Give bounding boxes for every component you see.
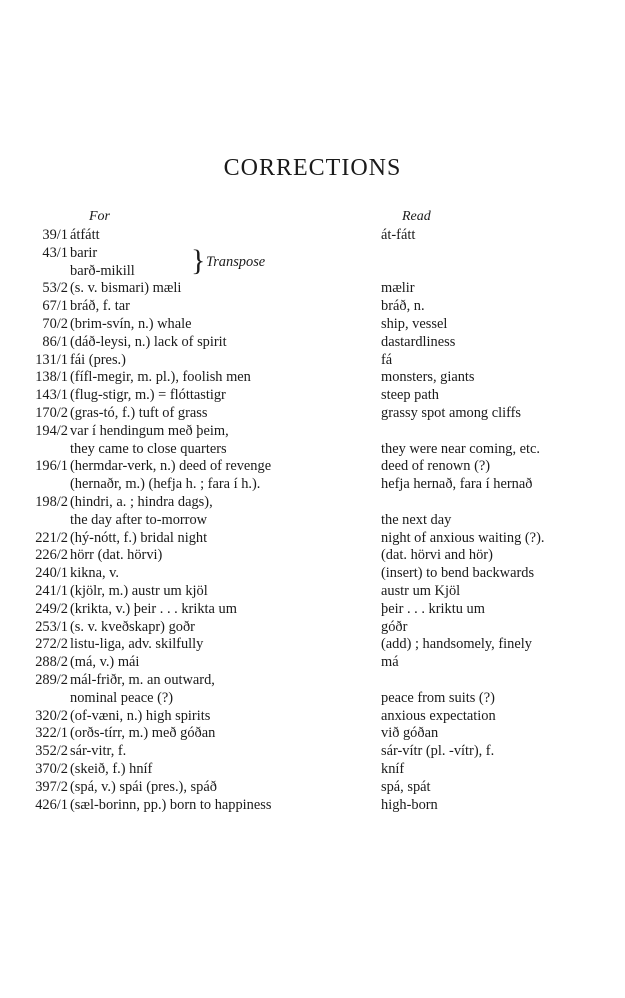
correction-row (0, 458, 625, 476)
correction-read: má (381, 654, 399, 671)
transpose-brace: } (191, 244, 206, 277)
correction-for: the day after to-morrow (70, 511, 208, 528)
correction-row (0, 743, 625, 761)
correction-read: high-born (381, 796, 438, 813)
correction-for: (hermdar-verk, n.) deed of revenge (70, 458, 272, 475)
correction-for: nominal peace (?) (70, 689, 174, 706)
correction-read: við góðan (381, 725, 439, 742)
correction-for: barð-mikill (70, 262, 135, 279)
correction-for: mál-friðr, m. an outward, (70, 671, 215, 688)
correction-row (0, 619, 625, 637)
correction-row (0, 441, 625, 459)
correction-for: (kjölr, m.) austr um kjöl (70, 582, 208, 599)
correction-read: ship, vessel (381, 315, 448, 332)
correction-read: góðr (381, 618, 408, 635)
correction-read: deed of renown (?) (381, 458, 491, 475)
correction-num: 43/1 (42, 244, 68, 261)
correction-for: bráð, f. tar (70, 298, 130, 315)
correction-for: sár-vitr, f. (70, 743, 127, 760)
correction-row (0, 405, 625, 423)
correction-row (0, 672, 625, 690)
correction-num: 322/1 (35, 725, 68, 742)
correction-row (0, 725, 625, 743)
correction-num: 253/1 (35, 618, 68, 635)
correction-for: (flug-stigr, m.) = flóttastigr (70, 387, 226, 404)
correction-num: 131/1 (35, 351, 68, 368)
correction-read: mælir (381, 280, 415, 297)
correction-for: (dáð-leysi, n.) lack of spirit (70, 333, 227, 350)
correction-num: 240/1 (35, 565, 68, 582)
correction-num: 370/2 (35, 760, 68, 777)
correction-read: austr um Kjöl (381, 582, 461, 599)
correction-for: átfátt (70, 227, 100, 243)
correction-row (0, 530, 625, 548)
correction-row (0, 797, 625, 815)
correction-read: they were near coming, etc. (381, 440, 541, 457)
correction-row (0, 423, 625, 441)
page-title: CORRECTIONS (223, 155, 402, 181)
correction-num: 70/2 (42, 315, 68, 332)
correction-row (0, 227, 625, 245)
correction-read: (insert) to bend backwards (381, 565, 535, 582)
correction-for: (s. v. kveðskapr) goðr (70, 618, 195, 635)
correction-row (0, 298, 625, 316)
correction-read: night of anxious waiting (?). (381, 529, 545, 546)
correction-row (0, 779, 625, 797)
correction-for: (of-væni, n.) high spirits (70, 707, 211, 724)
correction-for: (hernaðr, m.) (hefja h. ; fara í h.). (70, 476, 261, 493)
correction-num: 426/1 (35, 796, 68, 813)
correction-read: hefja hernað, fara í hernað (381, 476, 533, 493)
correction-row (0, 654, 625, 672)
correction-num: 241/1 (35, 582, 68, 599)
correction-num: 288/2 (35, 654, 68, 671)
correction-read: þeir . . . kriktu um (381, 600, 485, 617)
correction-for: (hý-nótt, f.) bridal night (70, 529, 208, 546)
correction-num: 67/1 (42, 298, 68, 315)
corrections-list (0, 227, 625, 814)
correction-for: (sæl-borinn, pp.) born to happiness (70, 796, 272, 813)
correction-row (0, 387, 625, 405)
correction-for: (orðs-tírr, m.) með góðan (70, 725, 216, 742)
correction-for: hörr (dat. hörvi) (70, 547, 163, 564)
correction-num: 198/2 (35, 493, 68, 510)
correction-row (0, 334, 625, 352)
correction-read: spá, spát (381, 778, 431, 795)
correction-row (0, 263, 625, 281)
correction-row (0, 761, 625, 779)
correction-for: they came to close quarters (70, 440, 227, 457)
correction-num: 39/1 (42, 227, 68, 243)
correction-num: 138/1 (35, 369, 68, 386)
correction-num: 194/2 (35, 422, 68, 439)
correction-for: (brim-svín, n.) whale (70, 315, 192, 332)
correction-for: kikna, v. (70, 565, 120, 582)
correction-row (0, 690, 625, 708)
correction-num: 249/2 (35, 600, 68, 617)
correction-for: fái (pres.) (70, 351, 126, 368)
correction-read: peace from suits (?) (381, 689, 495, 706)
correction-read: dastardliness (381, 333, 456, 350)
correction-read: át-fátt (381, 227, 416, 243)
correction-row (0, 547, 625, 565)
correction-num: 86/1 (42, 333, 68, 350)
correction-read: fá (381, 351, 393, 368)
column-header-for: For (89, 209, 110, 224)
correction-read: the next day (381, 511, 452, 528)
correction-read: kníf (381, 760, 405, 777)
correction-num: 143/1 (35, 387, 68, 404)
correction-for: var í hendingum með þeim, (70, 422, 229, 439)
correction-num: 289/2 (35, 671, 68, 688)
correction-num: 352/2 (35, 743, 68, 760)
correction-num: 221/2 (35, 529, 68, 546)
correction-for: listu-liga, adv. skilfully (70, 636, 204, 653)
correction-row (0, 316, 625, 334)
correction-row (0, 708, 625, 726)
correction-for: barir (70, 244, 98, 261)
correction-read: bráð, n. (381, 298, 425, 315)
correction-for: (krikta, v.) þeir . . . krikta um (70, 600, 237, 617)
correction-read: anxious expectation (381, 707, 496, 724)
correction-read: sár-vítr (pl. -vítr), f. (381, 743, 495, 760)
correction-num: 170/2 (35, 404, 68, 421)
correction-num: 320/2 (35, 707, 68, 724)
column-header-read: Read (402, 209, 431, 224)
correction-read: (add) ; handsomely, finely (381, 636, 532, 653)
correction-read: grassy spot among cliffs (381, 404, 522, 421)
correction-num: 397/2 (35, 778, 68, 795)
correction-num: 196/1 (35, 458, 68, 475)
correction-for: (má, v.) mái (70, 654, 140, 671)
correction-row (0, 280, 625, 298)
correction-for: (hindri, a. ; hindra dags), (70, 493, 213, 510)
correction-for: (skeið, f.) hníf (70, 760, 153, 777)
correction-for: (spá, v.) spái (pres.), spáð (70, 778, 217, 795)
correction-read: monsters, giants (381, 369, 475, 386)
correction-read: (dat. hörvi and hör) (381, 547, 493, 564)
correction-row (0, 601, 625, 619)
correction-row (0, 476, 625, 494)
correction-row (0, 352, 625, 370)
correction-row (0, 494, 625, 512)
correction-read: steep path (381, 387, 439, 404)
correction-num: 272/2 (35, 636, 68, 653)
correction-row (0, 512, 625, 530)
correction-for: (fífl-megir, m. pl.), foolish men (70, 369, 251, 386)
correction-row (0, 565, 625, 583)
correction-row (0, 245, 625, 263)
transpose-note: Transpose (206, 254, 266, 270)
correction-for: (gras-tó, f.) tuft of grass (70, 404, 208, 421)
correction-num: 53/2 (42, 280, 68, 297)
correction-row (0, 369, 625, 387)
correction-row (0, 636, 625, 654)
correction-row (0, 583, 625, 601)
correction-for: (s. v. bismari) mæli (70, 280, 182, 297)
correction-num: 226/2 (35, 547, 68, 564)
